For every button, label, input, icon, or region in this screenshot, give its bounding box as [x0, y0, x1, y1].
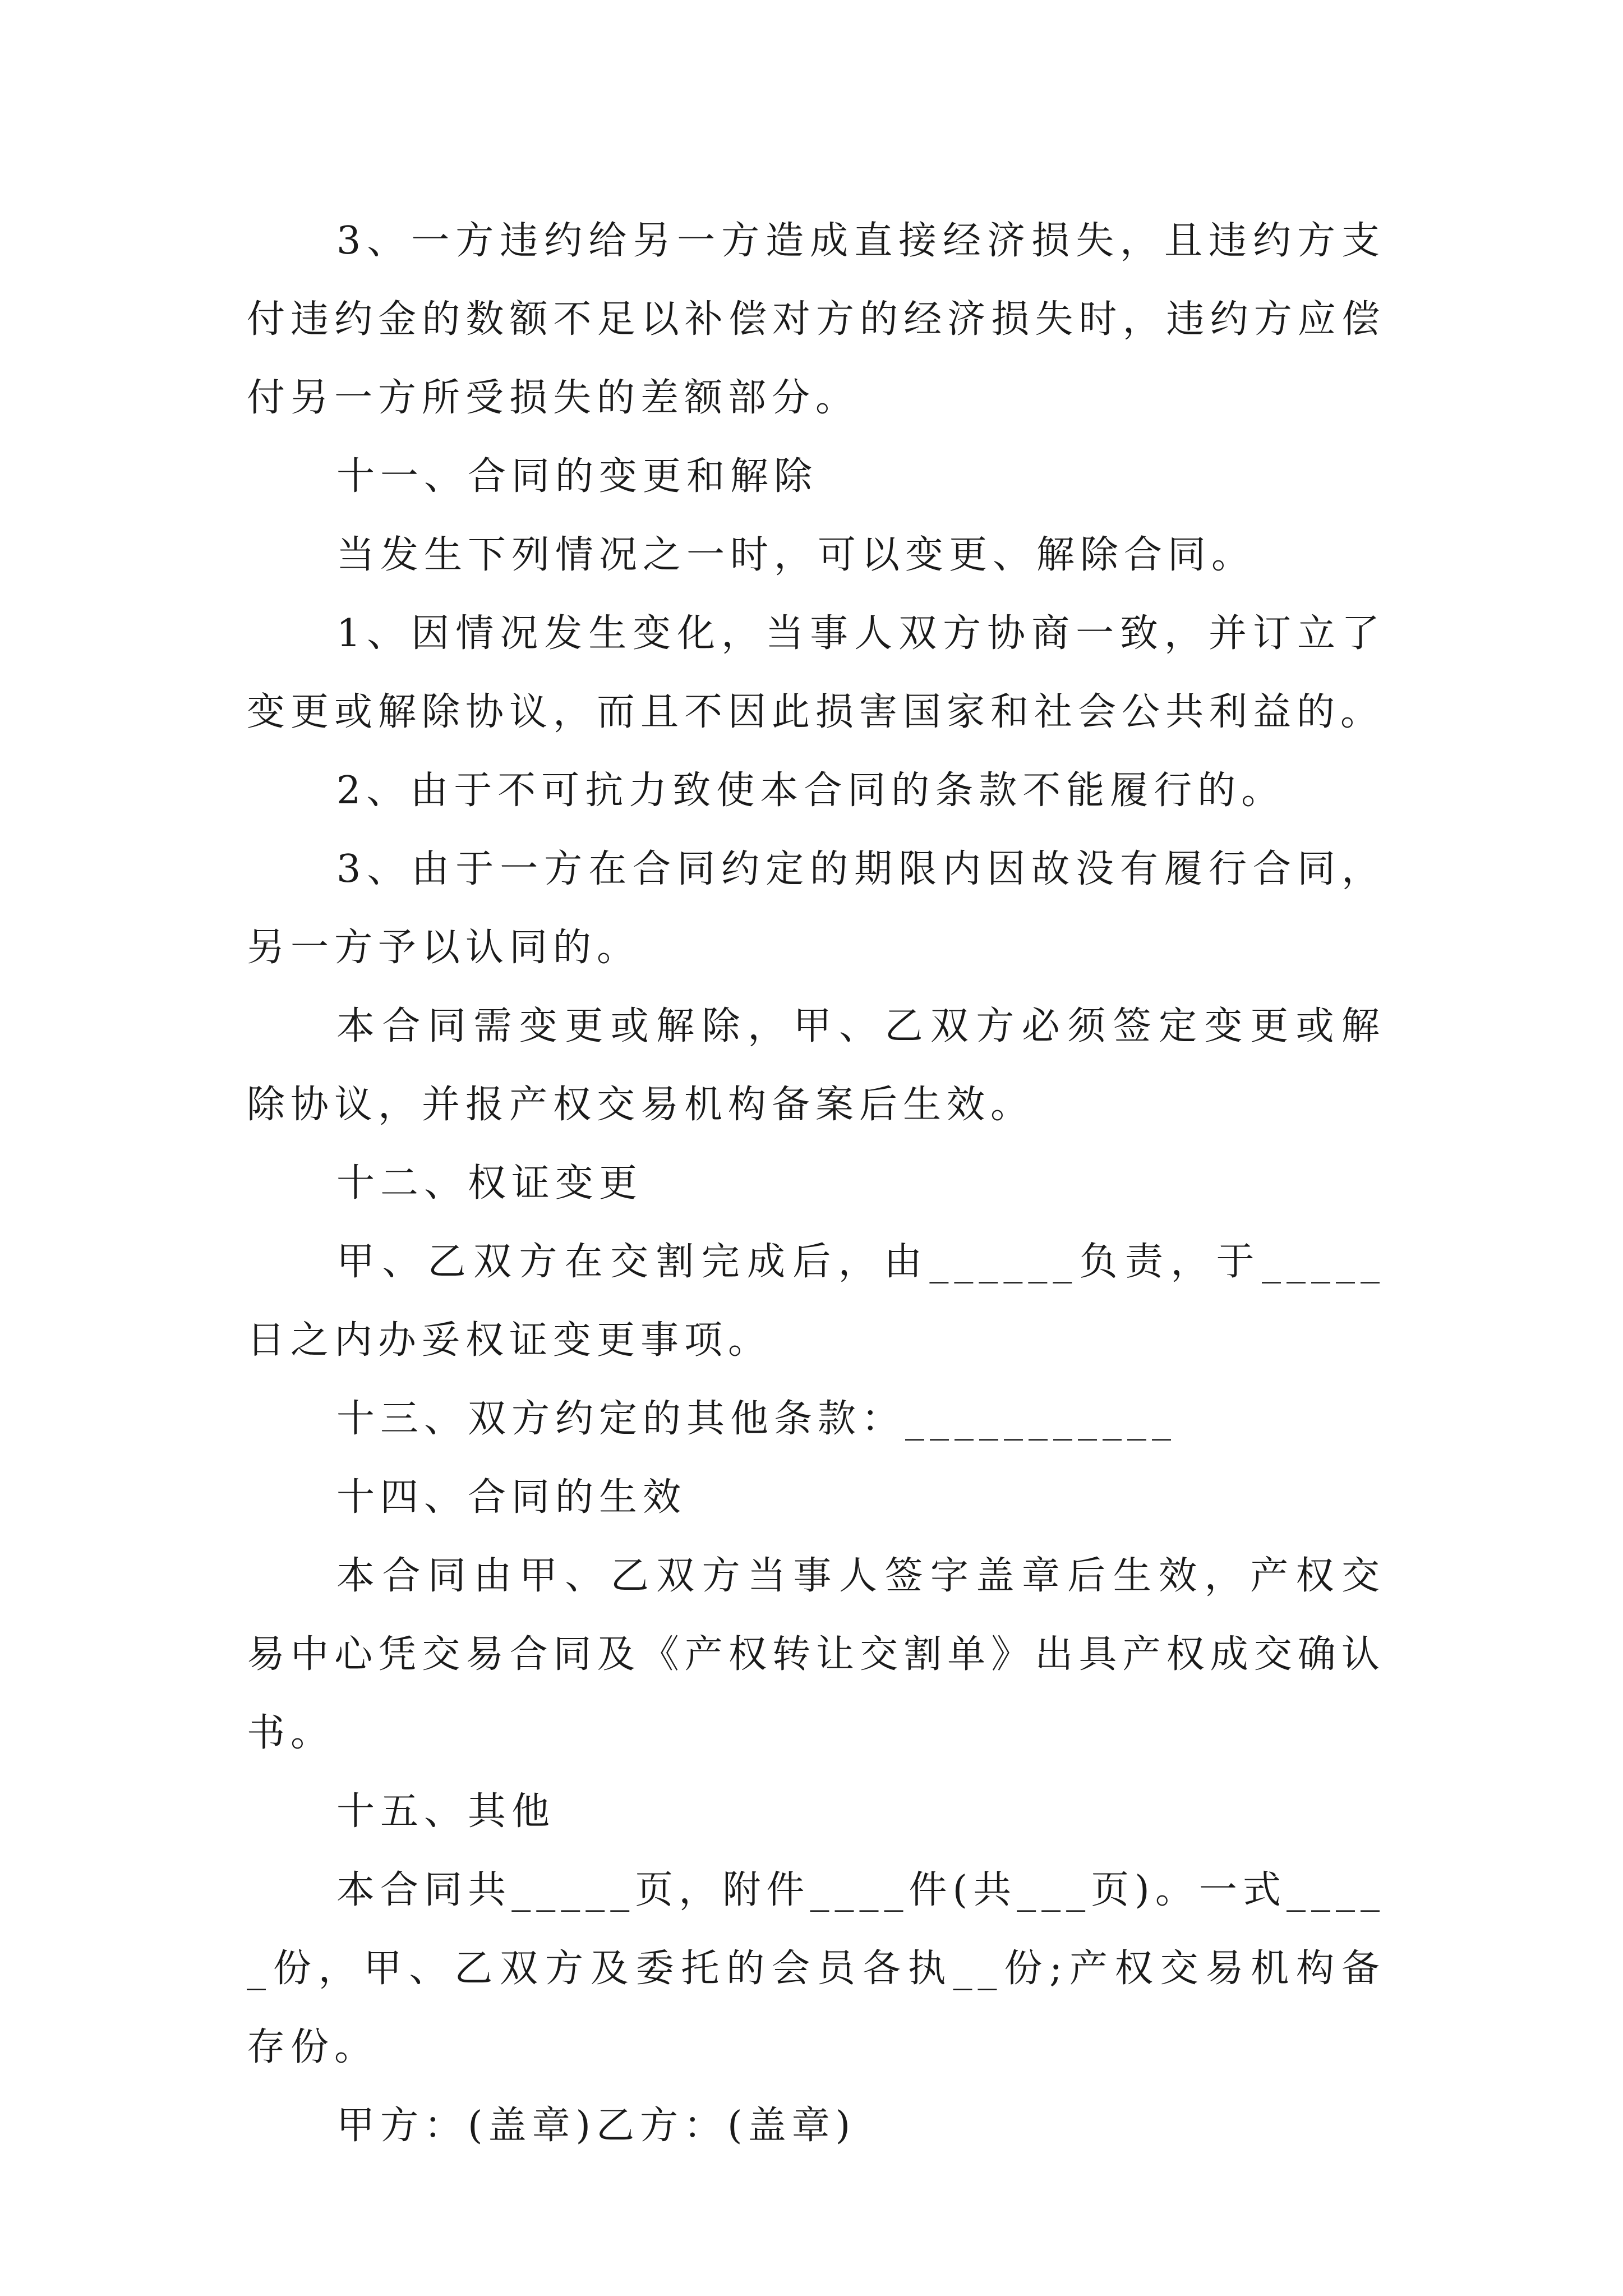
paragraph-condition-3: 3、由于一方在合同约定的期限内因故没有履行合同，另一方予以认同的。	[247, 847, 1385, 970]
document-body	[247, 202, 1385, 2165]
paragraph-breach-compensation: 3、一方违约给另一方造成直接经济损失，且违约方支付违约金的数额不足以补偿对方的经济损失时，违约方应偿付另一方所受损失的差额部分。	[247, 219, 1385, 420]
heading-section-14: 十四、合同的生效	[336, 1475, 687, 1520]
paragraph-change-conditions: 当发生下列情况之一时，可以变更、解除合同。	[336, 533, 1256, 577]
heading-section-15: 十五、其他	[336, 1789, 556, 1834]
heading-section-12: 十二、权证变更	[336, 1161, 643, 1205]
paragraph-condition-2: 2、由于不可抗力致使本合同的条款不能履行的。	[336, 769, 1285, 813]
paragraph-effectiveness: 本合同由甲、乙双方当事人签字盖章后生效，产权交易中心凭交易合同及《产权转让交割单》出具产权成交确认书。	[247, 1554, 1385, 1755]
heading-section-13: 十三、双方约定的其他条款：___________	[336, 1397, 1177, 1441]
paragraph-condition-1: 1、因情况发生变化，当事人双方协商一致，并订立了变更或解除协议，而且不因此损害国家和社会公共利益的。	[247, 611, 1385, 734]
paragraph-copies: 本合同共_____页，附件____件(共___页)。一式_____份，甲、乙双方及委托的会员各执__份;产权交易机构备存份。	[247, 1868, 1385, 2069]
paragraph-certificate-change: 甲、乙双方在交割完成后，由______负责，于_____日之内办妥权证变更事项。	[247, 1240, 1385, 1363]
paragraph-change-agreement: 本合同需变更或解除，甲、乙双方必须签定变更或解除协议，并报产权交易机构备案后生效。	[247, 1004, 1385, 1127]
heading-section-11: 十一、合同的变更和解除	[336, 454, 818, 499]
signature-line: 甲方：(盖章)乙方：(盖章)	[336, 2104, 856, 2148]
